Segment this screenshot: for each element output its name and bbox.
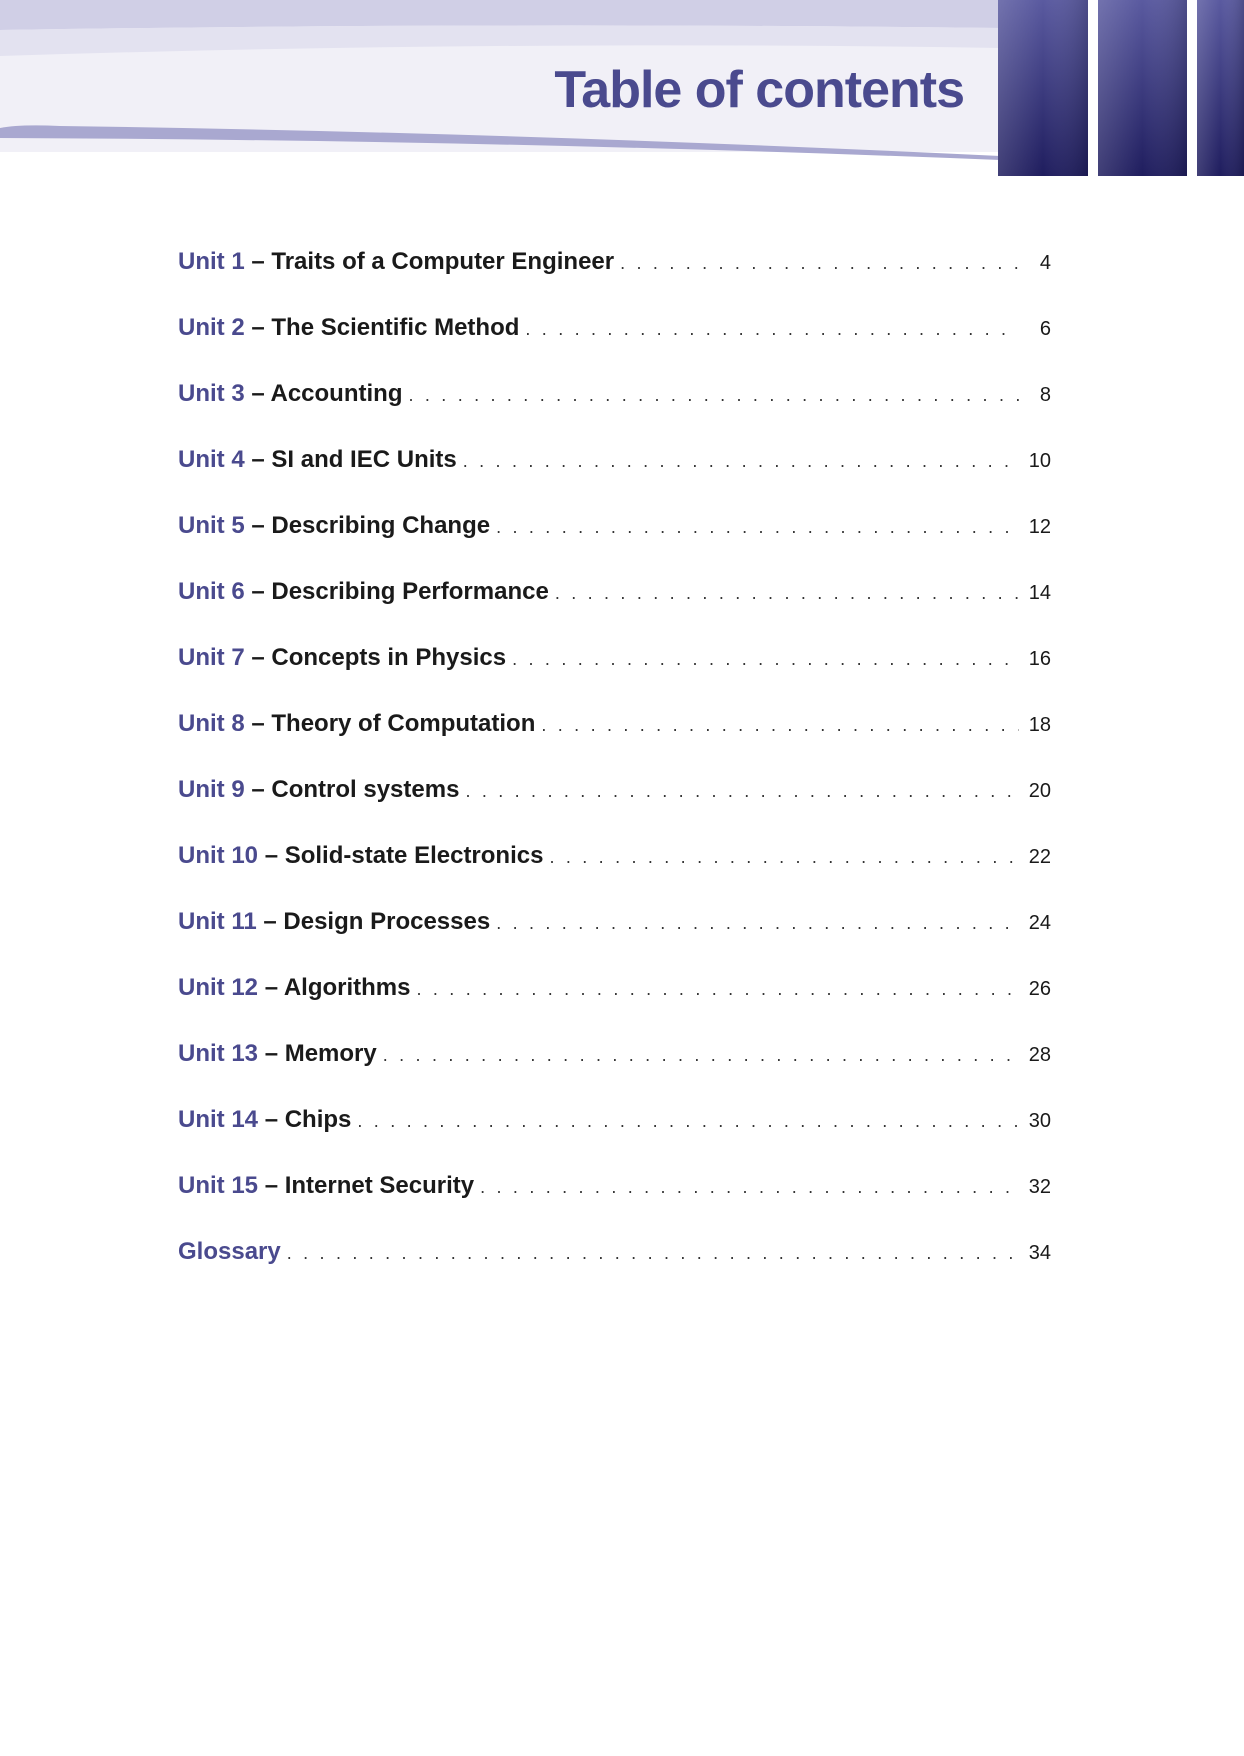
toc-entry-label xyxy=(178,512,490,540)
toc-entry[interactable] xyxy=(178,974,1051,1040)
toc-page-number: 6 xyxy=(1039,318,1051,340)
toc-separator: – xyxy=(264,1172,279,1199)
toc-unit-number: Glossary xyxy=(178,1238,281,1265)
toc-entry[interactable] xyxy=(178,446,1051,512)
toc-dot-leader xyxy=(512,649,1019,670)
toc-unit-number: Unit 15 xyxy=(178,1172,259,1199)
toc-unit-number: Unit 13 xyxy=(178,1040,259,1067)
toc-separator: – xyxy=(263,908,277,935)
toc-entry[interactable] xyxy=(178,512,1051,578)
toc-entry-title: The Scientific Method xyxy=(271,314,520,341)
toc-unit-number: Unit 2 xyxy=(178,314,245,341)
toc-separator: – xyxy=(264,974,279,1001)
toc-page-number: 10 xyxy=(1028,450,1051,472)
toc-dot-leader xyxy=(417,979,1020,1000)
toc-entry-title: Theory of Computation xyxy=(271,710,536,737)
toc-entry-label xyxy=(178,1106,351,1134)
toc-unit-number: Unit 8 xyxy=(178,710,245,737)
toc-separator: – xyxy=(251,248,265,275)
toc-dot-leader xyxy=(620,253,1019,274)
toc-entry-title: Concepts in Physics xyxy=(271,644,507,671)
toc-unit-number: Unit 1 xyxy=(178,248,245,275)
toc-dot-leader xyxy=(287,1243,1019,1264)
toc-separator: – xyxy=(251,578,265,605)
toc-separator: – xyxy=(251,512,265,539)
toc-entry-title: Memory xyxy=(284,1040,377,1067)
toc-unit-number: Unit 7 xyxy=(178,644,245,671)
toc-unit-number: Unit 12 xyxy=(178,974,259,1001)
toc-entry-title: Design Processes xyxy=(283,908,491,935)
toc-dot-leader xyxy=(549,847,1019,868)
toc-unit-number: Unit 10 xyxy=(178,842,259,869)
toc-dot-leader xyxy=(463,451,1019,472)
toc-dot-leader xyxy=(357,1111,1019,1132)
toc-entry-label xyxy=(178,1238,281,1266)
toc-entry-label xyxy=(178,842,543,870)
toc-entry-title: Internet Security xyxy=(284,1172,475,1199)
toc-entry-title: SI and IEC Units xyxy=(271,446,457,473)
toc-entry-label xyxy=(178,380,402,408)
toc-page-number: 20 xyxy=(1028,780,1051,802)
toc-entry[interactable] xyxy=(178,314,1051,380)
toc-dot-leader xyxy=(496,517,1019,538)
page-title: Table of contents xyxy=(554,61,964,119)
toc-unit-number: Unit 3 xyxy=(178,380,245,407)
toc-entry[interactable] xyxy=(178,1238,1051,1304)
toc-page-number: 12 xyxy=(1028,516,1051,538)
toc-entry-title: Describing Performance xyxy=(271,578,549,605)
toc-page-number: 4 xyxy=(1039,252,1051,274)
toc-separator: – xyxy=(251,710,265,737)
toc-dot-leader xyxy=(555,583,1019,604)
toc-entry-title: Chips xyxy=(284,1106,352,1133)
toc-unit-number: Unit 4 xyxy=(178,446,245,473)
toc-entry[interactable] xyxy=(178,248,1051,314)
toc-unit-number: Unit 6 xyxy=(178,578,245,605)
toc-entry-label xyxy=(178,908,490,936)
toc-entry[interactable] xyxy=(178,1106,1051,1172)
toc-entry-label xyxy=(178,446,457,474)
toc-entry-label xyxy=(178,644,506,672)
toc-page-number: 14 xyxy=(1028,582,1051,604)
toc-separator: – xyxy=(251,314,265,341)
toc-entry-label xyxy=(178,1172,474,1200)
toc-page-number: 24 xyxy=(1028,912,1051,934)
toc-entry-title: Accounting xyxy=(270,380,403,407)
toc-unit-number: Unit 9 xyxy=(178,776,245,803)
toc-entry-label xyxy=(178,314,519,342)
toc-entry-title: Control systems xyxy=(271,776,460,803)
toc-entry[interactable] xyxy=(178,908,1051,974)
toc-entry-label xyxy=(178,776,459,804)
toc-dot-leader xyxy=(496,913,1019,934)
toc-entry-title: Traits of a Computer Engineer xyxy=(271,248,615,275)
toc-page-number: 16 xyxy=(1028,648,1051,670)
toc-page-number: 26 xyxy=(1028,978,1051,1000)
table-of-contents xyxy=(178,248,1051,1304)
toc-page-number: 28 xyxy=(1028,1044,1051,1066)
toc-dot-leader xyxy=(465,781,1019,802)
toc-unit-number: Unit 11 xyxy=(178,908,257,935)
toc-separator: – xyxy=(264,1106,279,1133)
toc-separator: – xyxy=(251,644,265,671)
toc-entry[interactable] xyxy=(178,644,1051,710)
page-header xyxy=(0,0,1244,180)
toc-entry[interactable] xyxy=(178,1040,1051,1106)
toc-entry[interactable] xyxy=(178,578,1051,644)
toc-separator: – xyxy=(251,446,265,473)
toc-entry-label xyxy=(178,974,411,1002)
toc-entry[interactable] xyxy=(178,1172,1051,1238)
toc-dot-leader xyxy=(383,1045,1019,1066)
toc-entry-label xyxy=(178,710,535,738)
toc-page-number: 34 xyxy=(1028,1242,1051,1264)
toc-page-number: 18 xyxy=(1028,714,1051,736)
toc-entry-label xyxy=(178,578,549,606)
toc-entry-title: Describing Change xyxy=(271,512,491,539)
toc-entry-title: Algorithms xyxy=(283,974,411,1001)
toc-unit-number: Unit 14 xyxy=(178,1106,259,1133)
toc-separator: – xyxy=(264,842,279,869)
toc-entry-title: Solid-state Electronics xyxy=(284,842,544,869)
toc-separator: – xyxy=(264,1040,279,1067)
toc-dot-leader xyxy=(408,385,1019,406)
toc-page-number: 32 xyxy=(1028,1176,1051,1198)
toc-unit-number: Unit 5 xyxy=(178,512,245,539)
toc-entry[interactable] xyxy=(178,380,1051,446)
toc-entry-label xyxy=(178,1040,377,1068)
toc-entry-label xyxy=(178,248,614,276)
toc-page-number: 8 xyxy=(1039,384,1051,406)
toc-separator: – xyxy=(251,776,265,803)
toc-separator: – xyxy=(251,380,265,407)
toc-page-number: 30 xyxy=(1028,1110,1051,1132)
toc-dot-leader xyxy=(480,1177,1019,1198)
toc-entry[interactable] xyxy=(178,710,1051,776)
toc-page-number: 22 xyxy=(1028,846,1051,868)
toc-entry[interactable] xyxy=(178,776,1051,842)
toc-dot-leader xyxy=(525,319,1019,340)
toc-entry[interactable] xyxy=(178,842,1051,908)
toc-dot-leader xyxy=(541,715,1019,736)
